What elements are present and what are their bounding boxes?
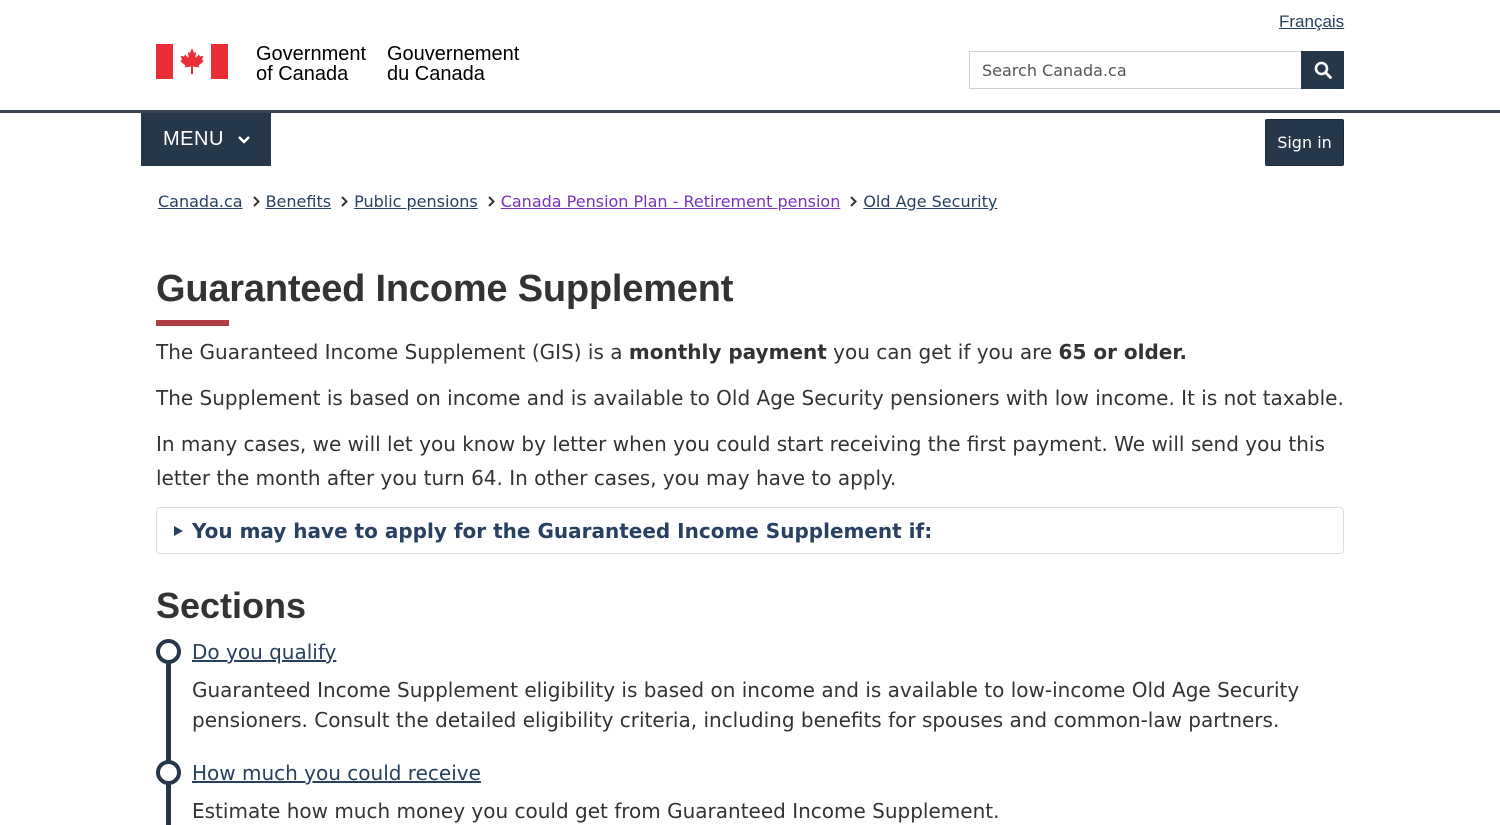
- breadcrumb-item: [158, 192, 243, 211]
- page-title: Guaranteed Income Supplement: [156, 268, 734, 310]
- sections-heading: Sections: [156, 585, 307, 626]
- search-icon: [1314, 61, 1332, 79]
- breadcrumb-link-old-age-security[interactable]: Old Age Security: [863, 192, 998, 211]
- letter-paragraph: In many cases, we will let you know by letter when you could start receiving the first payment. We will send you this letter the month after you turn 64. In other cases, you may have to apply.: [156, 432, 1325, 490]
- breadcrumb-link-public-pensions[interactable]: Public pensions: [354, 192, 478, 211]
- triangle-right-icon: [173, 525, 184, 537]
- breadcrumb-link-benefits[interactable]: Benefits: [265, 192, 332, 211]
- section-link-how-much[interactable]: How much you could receive: [192, 761, 481, 785]
- apply-details-toggle[interactable]: [156, 507, 1344, 554]
- chevron-down-icon: [238, 136, 250, 144]
- section-description: Guaranteed Income Supplement eligibility is based on income and is available to low-income Old Age Security pensioners. Consult the detailed eligibility criteria, including benefits for spouses and common-law partners.: [192, 678, 1300, 732]
- government-of-canada-signature[interactable]: [156, 44, 537, 84]
- menu-button[interactable]: [141, 113, 271, 166]
- breadcrumb-item: [243, 192, 332, 211]
- brand-french: Gouvernement du Canada: [387, 43, 520, 85]
- language-toggle-link[interactable]: Français: [1279, 12, 1345, 31]
- chevron-right-icon: [253, 196, 260, 207]
- chevron-right-icon: [850, 196, 857, 207]
- chevron-right-icon: [341, 196, 348, 207]
- timeline-node-icon: [156, 639, 181, 664]
- breadcrumb-item: [331, 192, 478, 211]
- intro-paragraph: The Guaranteed Income Supplement (GIS) is a monthly payment you can get if you are 65 or older.: [156, 340, 1187, 364]
- breadcrumb: [158, 192, 997, 211]
- timeline-line: [166, 663, 171, 825]
- search-button[interactable]: [1301, 51, 1344, 89]
- menu-label: MENU: [163, 128, 224, 150]
- breadcrumb-item: [840, 192, 997, 211]
- sign-in-button[interactable]: Sign in: [1265, 119, 1344, 166]
- site-search: [969, 51, 1344, 89]
- canada-flag-icon: [156, 44, 228, 79]
- chevron-right-icon: [488, 196, 495, 207]
- brand-english: Government of Canada: [256, 43, 367, 85]
- breadcrumb-link-cpp-retirement[interactable]: Canada Pension Plan - Retirement pension: [500, 192, 841, 211]
- section-link-do-you-qualify[interactable]: Do you qualify: [192, 640, 337, 664]
- title-accent-bar: [156, 320, 229, 326]
- breadcrumb-item: [478, 192, 841, 211]
- supplement-paragraph: The Supplement is based on income and is available to Old Age Security pensioners with low income. It is not taxable.: [156, 386, 1344, 410]
- search-input[interactable]: [969, 51, 1301, 89]
- section-description: Estimate how much money you could get from Guaranteed Income Supplement.: [192, 799, 1000, 823]
- timeline-node-icon: [156, 760, 181, 785]
- breadcrumb-link-canada[interactable]: Canada.ca: [158, 192, 243, 211]
- details-summary: You may have to apply for the Guaranteed Income Supplement if:: [192, 518, 933, 543]
